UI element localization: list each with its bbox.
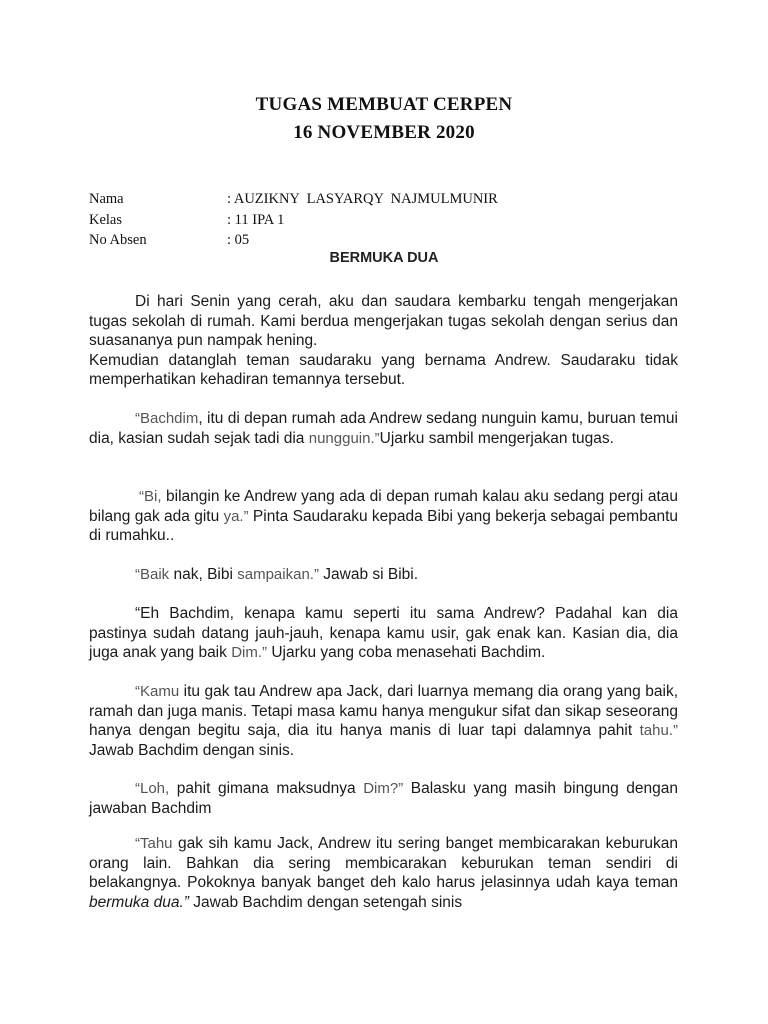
story-title: BERMUKA DUA [329, 250, 439, 266]
student-identity [89, 189, 498, 251]
identity-label: Kelas [89, 211, 123, 228]
document-title: TUGAS MEMBUAT CERPEN [255, 94, 513, 115]
document-date: 16 NOVEMBER 2020 [293, 122, 475, 143]
identity-row-class [89, 210, 498, 231]
identity-row-number [89, 230, 498, 251]
story-paragraph: “Eh Bachdim, kenapa kamu seperti itu sama Andrew? Padahal kan dia pastinya sudah datang jauh-jauh, kenapa kamu usir, gak enak kan. Kasian dia, dia juga anak yang baik Dim.” Ujarku yang coba menasehati Bachdim. [89, 605, 678, 661]
story-paragraph: “Baik nak, Bibi sampaikan.” Jawab si Bibi. [135, 566, 419, 583]
identity-label: Nama [89, 191, 124, 207]
story-paragraph: “Kamu itu gak tau Andrew apa Jack, dari luarnya memang dia orang yang baik, ramah dan juga manis. Tetapi masa kamu hanya mengukur sifat dan sikap seseorang hanya dengan begitu saja, dia itu hanya manis di luar tapi dalamnya pahit tahu.” Jawab Bachdim dengan sinis. [89, 683, 678, 759]
story-paragraph: “Bi, bilangin ke Andrew yang ada di depan rumah kalau aku sedang pergi atau bilang gak ada gitu ya.” Pinta Saudaraku kepada Bibi yang bekerja sebagai pembantu di rumahku.. [89, 488, 678, 544]
identity-row-name [89, 189, 498, 210]
identity-value: : AUZIKNY LASYARQY NAJMULMUNIR [227, 191, 498, 207]
story-paragraph: “Loh, pahit gimana maksudnya Dim?” Balasku yang masih bingung dengan jawaban Bachdim [89, 780, 679, 817]
paragraph-text: Di hari Senin yang cerah, aku dan saudara kembarku tengah mengerjakan tugas sekolah di rumah. Kami berdua mengerjakan tugas sekolah dengan serius dan suasananya pun nampak hening. [89, 293, 678, 349]
identity-value: : 11 IPA 1 [227, 211, 285, 228]
identity-label: No Absen [89, 232, 147, 248]
paragraph-text: Kemudian datanglah teman saudaraku yang bernama Andrew. Saudaraku tidak memperhatikan kehadiran temannya tersebut. [89, 351, 678, 388]
story-paragraph: “Tahu gak sih kamu Jack, Andrew itu sering banget membicarakan keburukan orang lain. Bahkan dia sering membicarakan keburukan teman sendiri di belakangnya. Pokoknya banyak banget deh kalo harus jelasinnya udah kaya teman bermuka dua.” Jawab Bachdim dengan setengah sinis [89, 835, 678, 911]
story-paragraph [89, 292, 678, 390]
identity-value: : 05 [227, 232, 250, 248]
story-paragraph: “Bachdim, itu di depan rumah ada Andrew sedang nunguin kamu, buruan temui dia, kasian sudah sejak tadi dia nungguin.”Ujarku sambil mengerjakan tugas. [89, 410, 678, 447]
